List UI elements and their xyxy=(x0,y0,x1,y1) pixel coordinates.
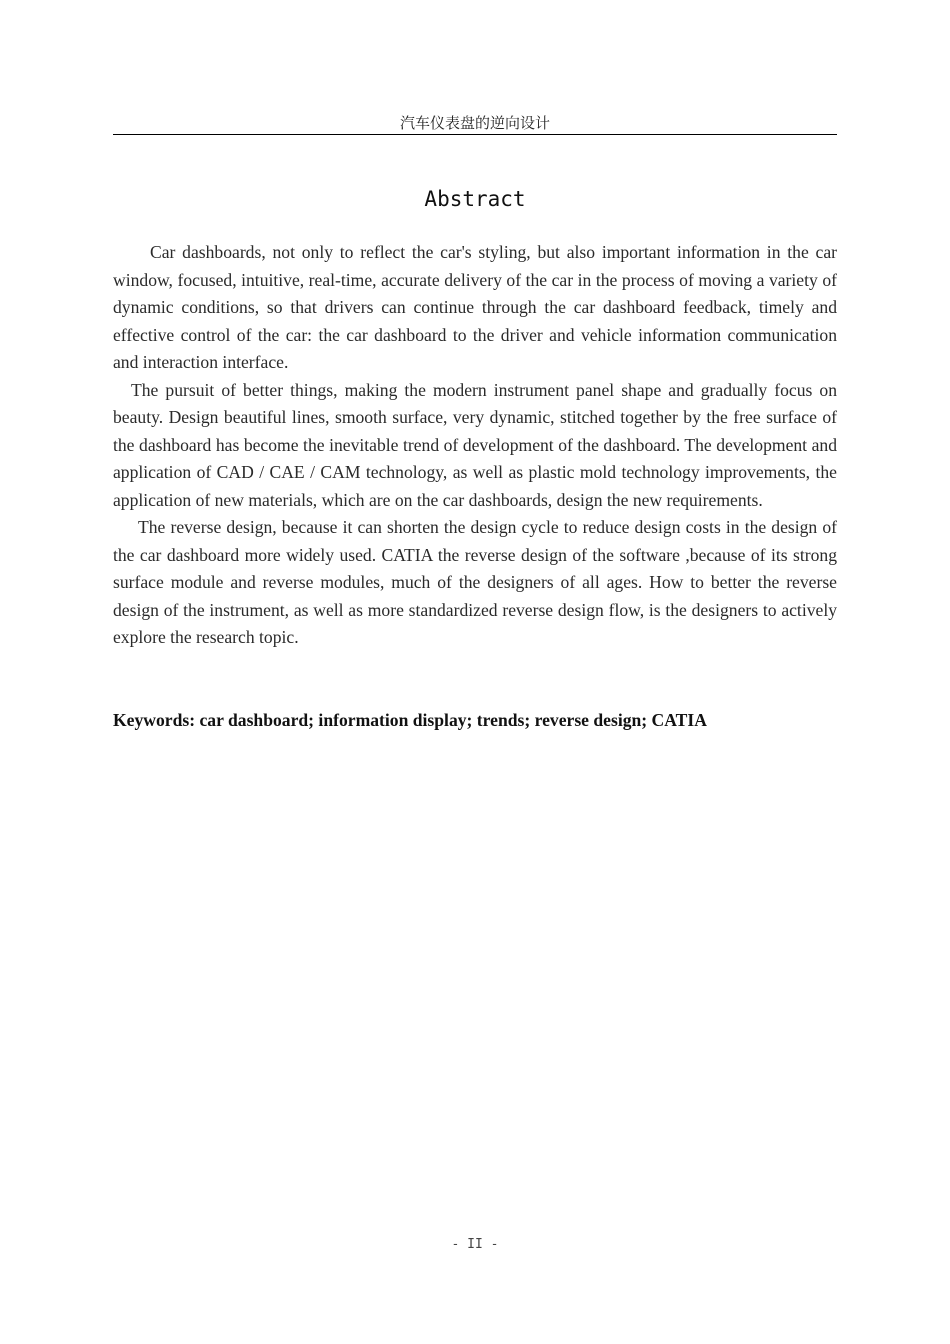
abstract-title: Abstract xyxy=(424,187,526,211)
abstract-body xyxy=(113,239,837,652)
keywords-line: Keywords: car dashboard; information display; trends; reverse design; CATIA xyxy=(113,710,707,730)
abstract-paragraph-3: The reverse design, because it can shorten the design cycle to reduce design costs in the design of the car dashboard more widely used. CATIA the reverse design of the software ,because of its strong surface module and reverse modules, much of the designers of all ages. How to better the reverse design of the instrument, as well as more standardized reverse design flow, is the designers to actively explore the research topic. xyxy=(113,517,837,647)
running-header xyxy=(113,112,837,135)
running-title: 汽车仪表盘的逆向设计 xyxy=(399,114,550,132)
abstract-paragraph-1: Car dashboards, not only to reflect the car's styling, but also important information in the car window, focused, intuitive, real-time, accurate delivery of the car in the process of moving a variety of dynamic conditions, so that drivers can continue through the car dashboard feedback, timely and effective control of the car: the car dashboard to the driver and vehicle information communication and interaction interface. xyxy=(113,242,837,372)
page-number: - II - xyxy=(451,1237,499,1252)
abstract-paragraph-2: The pursuit of better things, making the modern instrument panel shape and gradually focus on beauty. Design beautiful lines, smooth surface, very dynamic, stitched together by the free surface of the dashboard has become the inevitable trend of development of the dashboard. The development and application of CAD / CAE / CAM technology, as well as plastic mold technology improvements, the application of new materials, which are on the car dashboards, design the new requirements. xyxy=(113,379,837,510)
